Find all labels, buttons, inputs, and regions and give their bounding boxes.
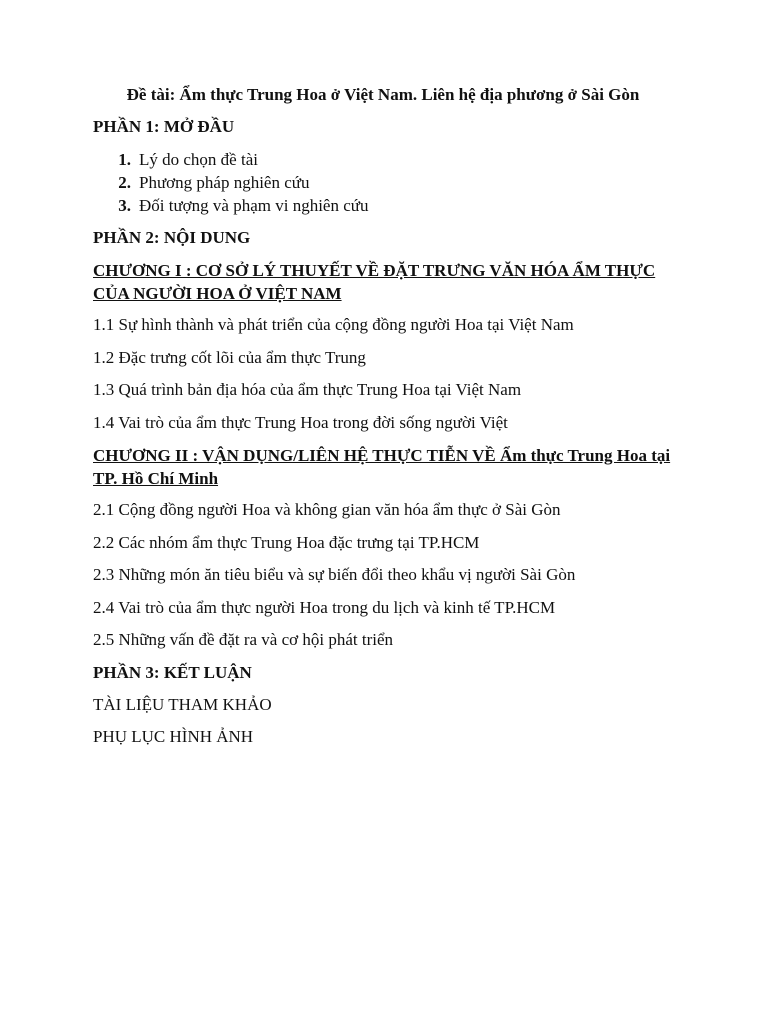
list-item (93, 194, 673, 217)
list-item-number: 2. (118, 173, 131, 192)
section-item: 2.5 Những vấn đề đặt ra và cơ hội phát triển (93, 630, 394, 649)
section-item: 1.4 Vai trò của ẩm thực Trung Hoa trong đời sống người Việt (93, 412, 508, 432)
part1-heading: PHẦN 1: MỞ ĐẦU (93, 117, 235, 136)
section-item: 1.3 Quá trình bản địa hóa của ẩm thực Trung Hoa tại Việt Nam (93, 380, 522, 399)
section-item: 2.4 Vai trò của ẩm thực người Hoa trong du lịch và kinh tế TP.HCM (93, 597, 556, 617)
chapter1-heading: CHƯƠNG I : CƠ SỞ LÝ THUYẾT VỀ ĐẶT TRƯNG VĂN HÓA ẨM THỰC CỦA NGƯỜI HOA Ở VIỆT NAM (93, 261, 656, 303)
list-item-text: Đối tượng và phạm vi nghiên cứu (139, 196, 369, 215)
appendix-heading: PHỤ LỤC HÌNH ẢNH (93, 726, 254, 746)
chapter2-heading: CHƯƠNG II : VẬN DỤNG/LIÊN HỆ THỰC TIỄN VỀ Ẩm thực Trung Hoa tại TP. Hồ Chí Minh (93, 446, 671, 488)
list-item-number: 3. (118, 196, 131, 215)
section-item: 1.2 Đặc trưng cốt lõi của ẩm thực Trung (93, 347, 366, 367)
section-item: 2.3 Những món ăn tiêu biểu và sự biến đổi theo khẩu vị người Sài Gòn (93, 565, 576, 584)
part2-heading: PHẦN 2: NỘI DUNG (93, 228, 251, 247)
section-item: 2.2 Các nhóm ẩm thực Trung Hoa đặc trưng tại TP.HCM (93, 532, 480, 552)
section-item: 1.1 Sự hình thành và phát triển của cộng đồng người Hoa tại Việt Nam (93, 315, 574, 334)
list-item-text: Phương pháp nghiên cứu (139, 173, 310, 192)
section-item: 2.1 Cộng đồng người Hoa và không gian văn hóa ẩm thực ở Sài Gòn (93, 500, 561, 519)
list-item-text: Lý do chọn đề tài (139, 150, 258, 169)
document-page (93, 84, 673, 758)
list-item (93, 148, 673, 171)
list-item (93, 171, 673, 194)
part3-heading: PHẦN 3: KẾT LUẬN (93, 662, 252, 682)
references-heading: TÀI LIỆU THAM KHẢO (93, 694, 272, 714)
document-title: Đề tài: Ẩm thực Trung Hoa ở Việt Nam. Liên hệ địa phương ở Sài Gòn (126, 85, 640, 104)
list-item-number: 1. (118, 150, 131, 169)
part1-list (93, 148, 673, 217)
